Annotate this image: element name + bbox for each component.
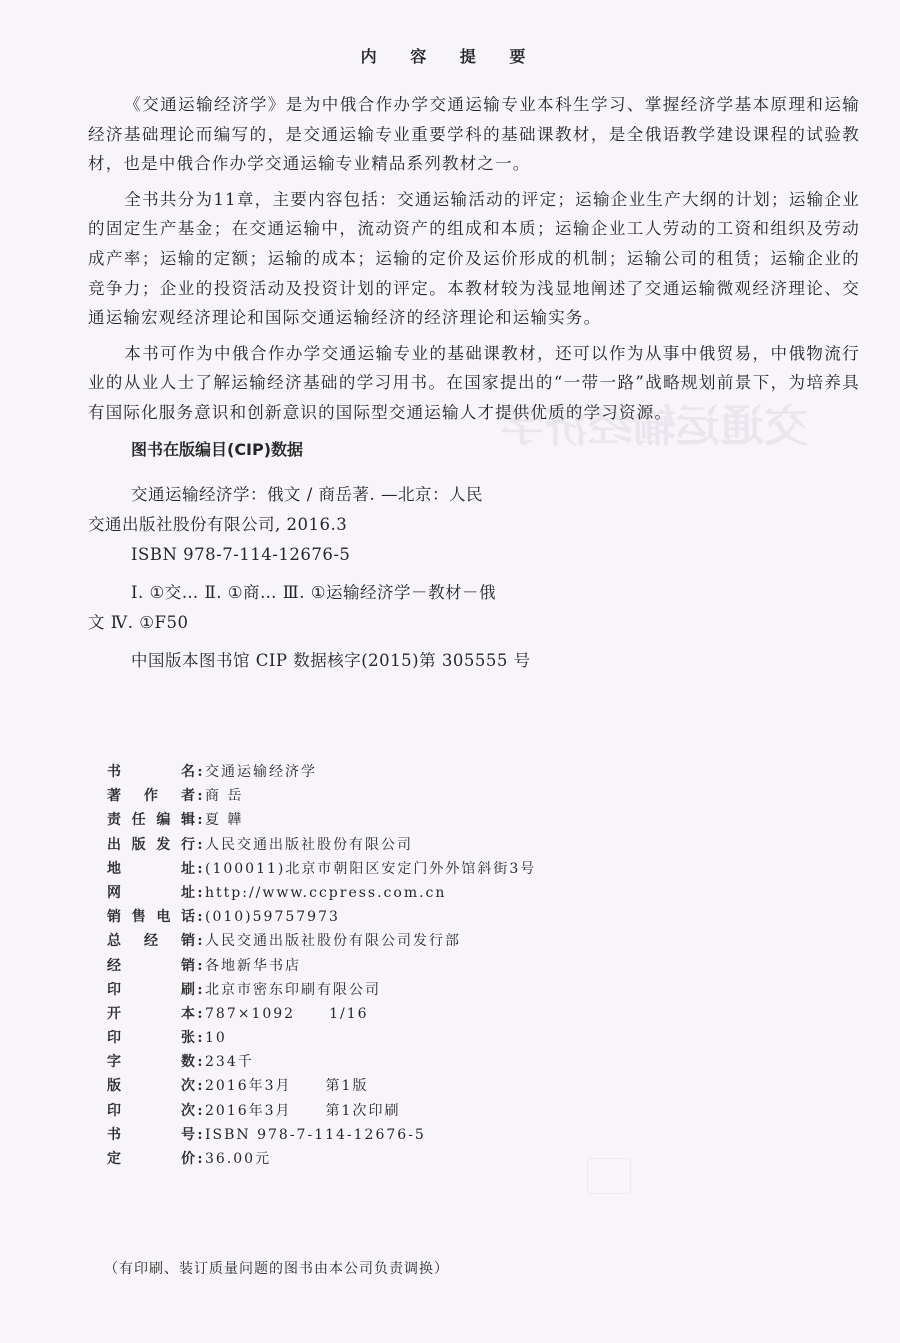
summary-body bbox=[88, 90, 860, 428]
colophon-value-text: 人民交通出版社股份有限公司 bbox=[205, 836, 413, 853]
colophon-value-sub: 第1次印刷 bbox=[325, 1102, 401, 1119]
colophon-row bbox=[107, 1147, 536, 1171]
colophon-label bbox=[107, 857, 195, 881]
colophon-label-char: 书 bbox=[107, 1126, 121, 1143]
colophon-value-text: 各地新华书店 bbox=[205, 957, 301, 974]
colophon-label-char: 辑 bbox=[180, 812, 195, 829]
colophon-label bbox=[107, 1002, 195, 1026]
colophon-row bbox=[107, 808, 536, 832]
colophon-row bbox=[107, 760, 536, 784]
cip-isbn: ISBN 978-7-114-12676-5 bbox=[131, 545, 351, 564]
colophon-label-char: 电 bbox=[156, 909, 171, 926]
colophon-colon: : bbox=[197, 1102, 203, 1119]
colophon-label-char: 张 bbox=[181, 1030, 195, 1047]
colophon-label-char: 作 bbox=[144, 788, 158, 805]
colophon-colon: : bbox=[197, 1030, 203, 1047]
colophon-label bbox=[107, 808, 195, 832]
cip-block bbox=[88, 480, 608, 676]
colophon-value-text: 2016年3月 bbox=[205, 1102, 292, 1119]
colophon-label-char: 行 bbox=[180, 836, 195, 853]
colophon-value-text: 36.00元 bbox=[205, 1151, 272, 1167]
colophon-label-char: 本 bbox=[181, 1005, 195, 1022]
colophon-label bbox=[107, 1026, 195, 1050]
colophon-label bbox=[107, 905, 195, 929]
colophon-table bbox=[107, 760, 536, 1171]
colophon-row bbox=[107, 1123, 536, 1147]
colophon-value bbox=[205, 881, 446, 905]
cip-bibliographic-line-cont: 交通出版社股份有限公司, 2016.3 bbox=[88, 515, 348, 534]
colophon-value-text: http://www.ccpress.com.cn bbox=[205, 884, 447, 901]
colophon-value-text: 10 bbox=[205, 1030, 227, 1047]
colophon-value bbox=[205, 833, 413, 857]
colophon-label-char: 经 bbox=[144, 933, 158, 950]
colophon-row bbox=[107, 833, 536, 857]
colophon-colon: : bbox=[197, 836, 203, 853]
colophon-label bbox=[107, 954, 195, 978]
colophon-value bbox=[205, 1002, 369, 1026]
colophon-row bbox=[107, 857, 536, 881]
colophon-label-char: 销 bbox=[181, 957, 195, 974]
colophon-row bbox=[107, 1074, 536, 1098]
colophon-label-char: 名 bbox=[181, 764, 195, 780]
colophon-colon: : bbox=[197, 1151, 203, 1167]
cip-check-number: 中国版本图书馆 CIP 数据核字(2015)第 305555 号 bbox=[131, 651, 531, 670]
colophon-value bbox=[205, 1099, 400, 1123]
colophon-label-char: 数 bbox=[181, 1054, 195, 1071]
colophon-row bbox=[107, 784, 536, 808]
colophon-value-sub: 第1版 bbox=[325, 1078, 369, 1095]
colophon-value bbox=[205, 929, 461, 953]
colophon-colon: : bbox=[197, 909, 203, 926]
colophon-row bbox=[107, 1099, 536, 1123]
colophon-colon: : bbox=[197, 812, 203, 829]
colophon-value bbox=[205, 954, 301, 978]
colophon-row bbox=[107, 929, 536, 953]
colophon-colon: : bbox=[197, 1054, 203, 1071]
colophon-colon: : bbox=[197, 788, 203, 805]
colophon-label-char: 任 bbox=[131, 812, 146, 829]
colophon-label bbox=[107, 1099, 195, 1123]
colophon-label-char: 刷 bbox=[181, 981, 195, 998]
colophon-label bbox=[107, 929, 195, 953]
colophon-row bbox=[107, 881, 536, 905]
colophon-value bbox=[205, 784, 243, 808]
colophon-label-char: 版 bbox=[107, 1078, 121, 1095]
colophon-row bbox=[107, 1026, 536, 1050]
colophon-label-char: 印 bbox=[107, 1030, 121, 1047]
colophon-label-char: 发 bbox=[156, 836, 171, 853]
colophon-value bbox=[205, 1026, 227, 1050]
colophon-label bbox=[107, 784, 195, 808]
summary-paragraph: 《交通运输经济学》是为中俄合作办学交通运输专业本科生学习、掌握经济学基本原理和运输经济基础理论而编写的，是交通运输专业重要学科的基础课教材，是全俄语教学建设课程的试验教材，也是中俄合作办学交通运输专业精品系列教材之一。 bbox=[88, 95, 860, 174]
colophon-label-char: 总 bbox=[107, 933, 121, 950]
colophon-colon: : bbox=[197, 1126, 203, 1143]
colophon-label-char: 址 bbox=[181, 860, 195, 877]
replacement-notice: （有印刷、装订质量问题的图书由本公司负责调换） bbox=[104, 1261, 449, 1277]
colophon-label-char: 开 bbox=[107, 1005, 121, 1022]
colophon-value-text: 夏 韡 bbox=[205, 812, 244, 829]
colophon-label-char: 定 bbox=[107, 1151, 121, 1167]
colophon-value bbox=[205, 1050, 254, 1074]
summary-paragraph: 本书可作为中俄合作办学交通运输专业的基础课教材，还可以作为从事中俄贸易，中俄物流行业的从业人士了解运输经济基础的学习用书。在国家提出的“一带一路”战略规划前景下，为培养具有国际化服务意识和创新意识的国际型交通运输人才提供优质的学习资源。 bbox=[88, 343, 860, 422]
colophon-row bbox=[107, 954, 536, 978]
colophon-label-char: 网 bbox=[107, 884, 121, 901]
show-through-cover-title: 交通运输经济学 bbox=[500, 401, 808, 452]
cip-classification: Ⅰ. ①交… Ⅱ. ①商… Ⅲ. ①运输经济学－教材－俄 bbox=[131, 583, 496, 602]
colophon-value-text: 2016年3月 bbox=[205, 1078, 292, 1095]
colophon-value-sub: 1/16 bbox=[329, 1005, 369, 1022]
colophon-label-char: 次 bbox=[181, 1078, 195, 1095]
cip-classification-cont: 文 Ⅳ. ①F50 bbox=[88, 613, 189, 632]
colophon-label-char: 字 bbox=[107, 1054, 121, 1071]
colophon-colon: : bbox=[197, 981, 203, 998]
colophon-value bbox=[205, 857, 536, 881]
colophon-value-text: 商 岳 bbox=[205, 788, 244, 805]
colophon-value bbox=[205, 905, 340, 929]
colophon-value bbox=[205, 760, 317, 784]
show-through-publisher-logo-icon bbox=[587, 1158, 631, 1194]
colophon-label-char: 编 bbox=[156, 812, 171, 829]
colophon-value bbox=[205, 1147, 271, 1171]
colophon-label-char: 次 bbox=[181, 1102, 195, 1119]
colophon-label-char: 价 bbox=[181, 1151, 195, 1167]
colophon-colon: : bbox=[197, 764, 203, 780]
colophon-label bbox=[107, 760, 195, 784]
colophon-label-char: 售 bbox=[131, 909, 146, 926]
colophon-label-char: 著 bbox=[107, 788, 121, 805]
colophon-label-char: 销 bbox=[181, 933, 195, 950]
colophon-value-text: 234千 bbox=[205, 1054, 254, 1071]
colophon-value bbox=[205, 978, 381, 1002]
colophon-label-char: 者 bbox=[181, 788, 195, 805]
colophon-value bbox=[205, 1123, 426, 1147]
colophon-row bbox=[107, 978, 536, 1002]
colophon-colon: : bbox=[197, 957, 203, 974]
cip-bibliographic-line: 交通运输经济学：俄文 / 商岳著. —北京：人民 bbox=[131, 485, 484, 504]
colophon-value bbox=[205, 1074, 368, 1098]
colophon-label-char: 地 bbox=[107, 860, 121, 877]
colophon-label-char: 经 bbox=[107, 957, 121, 974]
colophon-colon: : bbox=[197, 884, 203, 901]
colophon-colon: : bbox=[197, 860, 203, 877]
colophon-row bbox=[107, 905, 536, 929]
colophon-row bbox=[107, 1002, 536, 1026]
colophon-label-char: 印 bbox=[107, 981, 121, 998]
colophon-label bbox=[107, 881, 195, 905]
colophon-label bbox=[107, 978, 195, 1002]
colophon-label-char: 书 bbox=[107, 764, 121, 780]
colophon-label-char: 责 bbox=[107, 812, 121, 829]
colophon-value-text: 人民交通出版社股份有限公司发行部 bbox=[205, 933, 461, 950]
colophon-label-char: 出 bbox=[107, 836, 121, 853]
colophon-label-char: 号 bbox=[181, 1126, 195, 1143]
colophon-value-text: 北京市密东印刷有限公司 bbox=[205, 981, 381, 998]
colophon-label bbox=[107, 1050, 195, 1074]
colophon-colon: : bbox=[197, 1005, 203, 1022]
colophon-colon: : bbox=[197, 933, 203, 950]
colophon-value bbox=[205, 808, 243, 832]
colophon-value-text: 787×1092 bbox=[205, 1005, 296, 1022]
colophon-label bbox=[107, 1074, 195, 1098]
colophon-label-char: 话 bbox=[180, 909, 195, 926]
colophon-label bbox=[107, 1123, 195, 1147]
colophon-value-text: ISBN 978-7-114-12676-5 bbox=[205, 1126, 426, 1143]
colophon-label-char: 销 bbox=[107, 909, 121, 926]
colophon-colon: : bbox=[197, 1078, 203, 1095]
summary-title: 内 容 提 要 bbox=[360, 47, 540, 66]
colophon-row bbox=[107, 1050, 536, 1074]
colophon-label-char: 印 bbox=[107, 1102, 121, 1119]
colophon-label-char: 址 bbox=[181, 884, 195, 901]
colophon-value-text: (010)59757973 bbox=[205, 909, 340, 926]
cip-heading: 图书在版编目(CIP)数据 bbox=[131, 440, 304, 459]
colophon-value-text: (100011)北京市朝阳区安定门外外馆斜街3号 bbox=[205, 860, 537, 877]
colophon-label-char: 版 bbox=[131, 836, 146, 853]
colophon-value-text: 交通运输经济学 bbox=[205, 764, 317, 780]
colophon-label bbox=[107, 1147, 195, 1171]
summary-paragraph: 全书共分为11章，主要内容包括：交通运输活动的评定；运输企业生产大纲的计划；运输企业的固定生产基金；在交通运输中，流动资产的组成和本质；运输企业工人劳动的工资和组织及劳动成产率；运输的定额；运输的成本；运输的定价及运价形成的机制；运输公司的租赁；运输企业的竞争力；企业的投资活动及投资计划的评定。本教材较为浅显地阐述了交通运输微观经济理论、交通运输宏观经济理论和国际交通运输经济的经济理论和运输实务。 bbox=[88, 189, 860, 328]
colophon-label bbox=[107, 833, 195, 857]
